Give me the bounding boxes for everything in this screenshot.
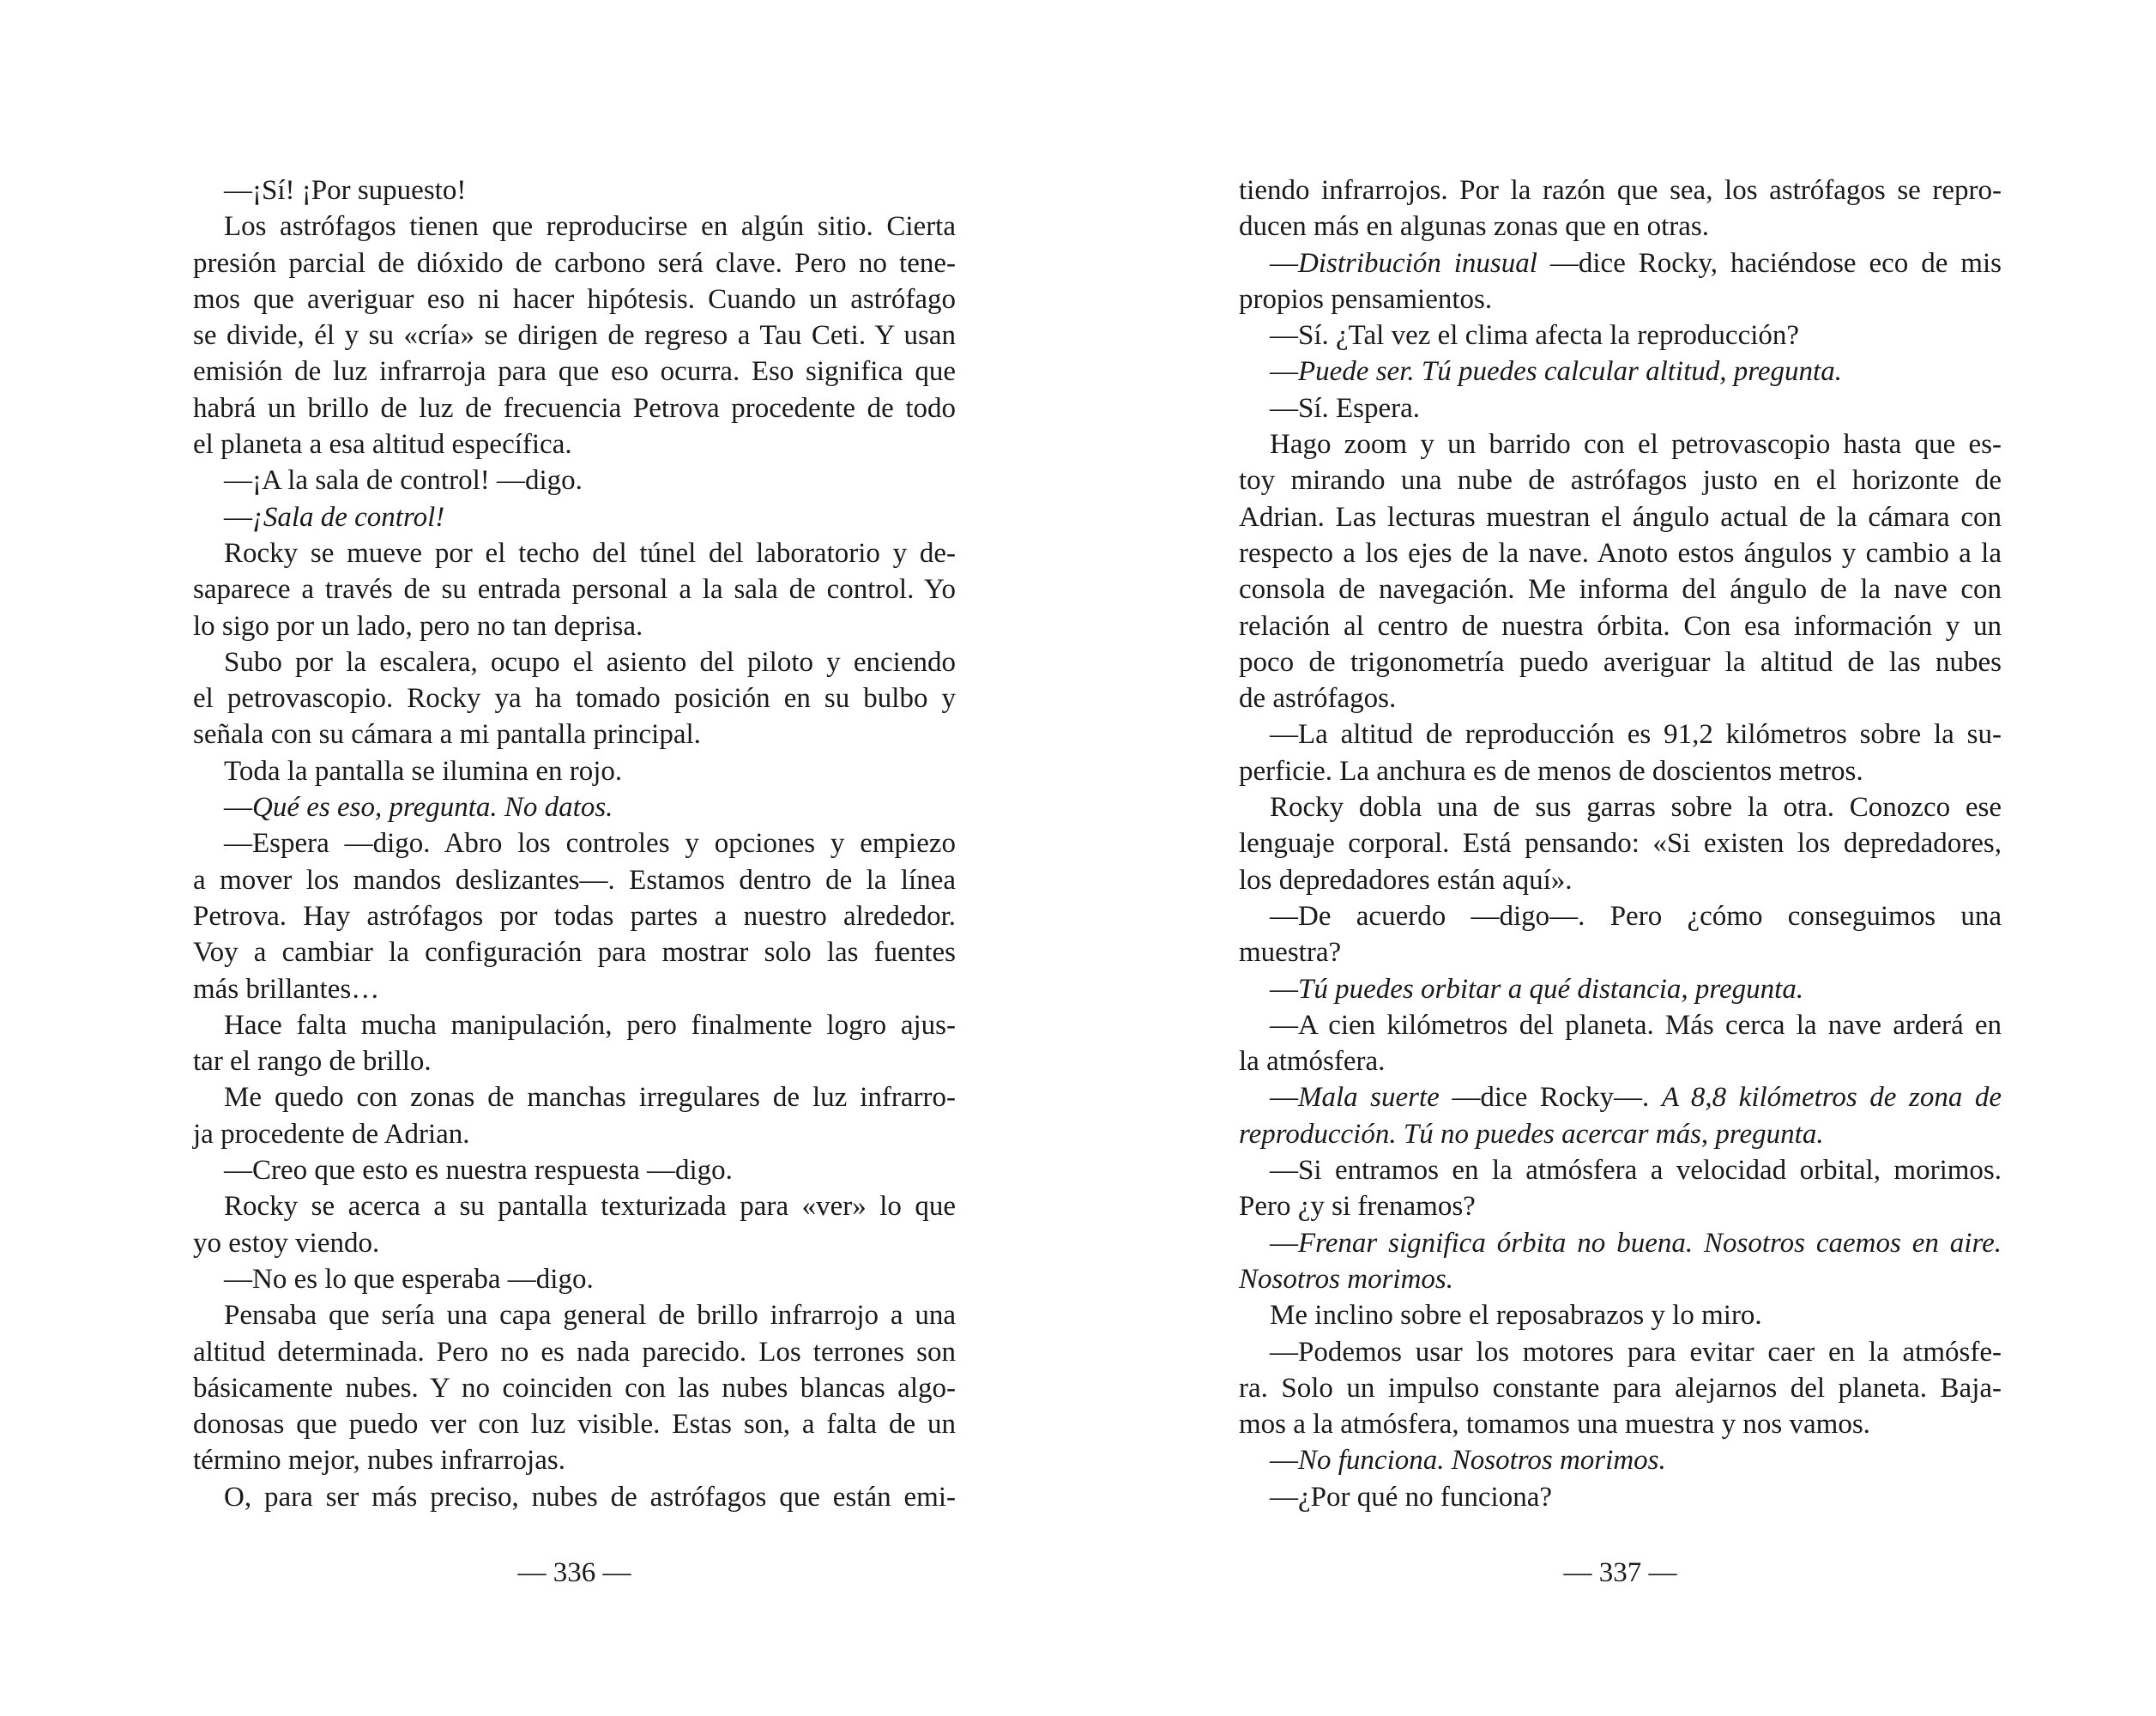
text-segment: Hago zoom y un barrido con el petrovascopio hasta que es-	[1270, 429, 2002, 461]
text-segment: poco de trigonometría puedo averiguar la altitud de las nubes	[1239, 646, 2002, 678]
text-segment: presión parcial de dióxido de carbono será clave. Pero no tene-	[193, 247, 956, 279]
text-segment: —A cien kilómetros del planeta. Más cerca la nave arderá en	[1270, 1009, 2002, 1041]
text-line	[1239, 245, 2002, 281]
text-line	[193, 608, 956, 644]
text-line	[193, 644, 956, 680]
text-line	[193, 825, 956, 861]
text-line	[193, 1152, 956, 1188]
text-segment: —	[224, 792, 252, 824]
text-segment: Pensaba que sería una capa general de brillo infrarrojo a una	[224, 1300, 956, 1332]
text-segment: Voy a cambiar la configuración para mostrar solo las fuentes	[193, 937, 956, 969]
text-line	[193, 1116, 956, 1152]
text-segment: emisión de luz infrarroja para que eso ocurra. Eso significa que	[193, 356, 956, 388]
text-line	[1239, 644, 2002, 680]
text-line	[1239, 1334, 2002, 1370]
text-line	[193, 353, 956, 390]
text-segment: —Sí. ¿Tal vez el clima afecta la reproducción?	[1270, 320, 1800, 352]
text-line	[1239, 862, 2002, 898]
text-segment: más brillantes…	[193, 973, 380, 1005]
text-segment: Rocky dobla una de sus garras sobre la otra. Conozco ese	[1270, 792, 2002, 824]
text-line	[1239, 208, 2002, 245]
text-line	[193, 1370, 956, 1406]
text-segment: —Si entramos en la atmósfera a velocidad orbital, morimos.	[1270, 1155, 2002, 1187]
text-segment: el petrovascopio. Rocky ya ha tomado posición en su bulbo y	[193, 683, 956, 715]
text-line	[193, 934, 956, 970]
text-segment: muestra?	[1239, 937, 1342, 969]
text-segment: básicamente nubes. Y no coinciden con las nubes blancas algo-	[193, 1372, 956, 1404]
text-line	[1239, 1297, 2002, 1333]
text-line	[1239, 1225, 2002, 1261]
text-segment: los depredadores están aquí».	[1239, 864, 1573, 896]
text-line	[193, 716, 956, 752]
text-segment: —	[1270, 1227, 1298, 1259]
text-segment: lo sigo por un lado, pero no tan deprisa.	[193, 610, 643, 642]
text-segment: donosas que puedo ver con luz visible. Estas son, a falta de un	[193, 1409, 956, 1441]
text-segment: —¿Por qué no funciona?	[1270, 1481, 1552, 1513]
text-line	[193, 862, 956, 898]
text-line	[193, 1479, 956, 1515]
text-segment: habrá un brillo de luz de frecuencia Petrova procedente de todo	[193, 392, 956, 424]
text-line	[1239, 390, 2002, 426]
text-segment: altitud determinada. Pero no es nada parecido. Los terrones son	[193, 1336, 956, 1368]
text-segment: toy mirando una nube de astrófagos justo en el horizonte de	[1239, 465, 2002, 497]
italic-text: A 8,8 kilómetros de zona de	[1661, 1082, 2002, 1114]
text-line	[1239, 898, 2002, 934]
text-line	[1239, 1406, 2002, 1442]
text-segment: —Podemos usar los motores para evitar caer en la atmósfe-	[1270, 1336, 2002, 1368]
text-segment: consola de navegación. Me informa del ángulo de la nave con	[1239, 574, 2002, 606]
text-segment: se divide, él y su «cría» se dirigen de regreso a Tau Ceti. Y usan	[193, 320, 956, 352]
text-line	[1239, 1043, 2002, 1079]
text-segment: Adrian. Las lecturas muestran el ángulo actual de la cámara con	[1239, 501, 2002, 533]
text-line	[1239, 1007, 2002, 1043]
italic-text: Nosotros morimos.	[1239, 1263, 1453, 1295]
text-line	[193, 281, 956, 317]
text-line	[1239, 934, 2002, 970]
text-line	[1239, 1188, 2002, 1224]
text-line	[193, 499, 956, 535]
text-segment: señala con su cámara a mi pantalla principal.	[193, 719, 701, 751]
italic-text: No funciona. Nosotros morimos.	[1298, 1445, 1666, 1477]
text-line	[193, 971, 956, 1007]
text-line	[193, 789, 956, 825]
text-line	[1239, 1079, 2002, 1115]
text-segment: —La altitud de reproducción es 91,2 kilómetros sobre la su-	[1270, 719, 2002, 751]
text-segment: —Sí. Espera.	[1270, 392, 1421, 424]
text-line	[1239, 1116, 2002, 1152]
italic-text: Tú puedes orbitar a qué distancia, pregunta.	[1298, 973, 1804, 1005]
text-line	[193, 1007, 956, 1043]
text-segment: —¡A la sala de control! —digo.	[224, 465, 583, 497]
text-segment: —	[1270, 1445, 1298, 1477]
text-segment: de astrófagos.	[1239, 683, 1397, 715]
text-line	[193, 1334, 956, 1370]
text-segment: tar el rango de brillo.	[193, 1046, 432, 1078]
text-line	[1239, 353, 2002, 390]
text-segment: —Espera —digo. Abro los controles y opciones y empiezo	[224, 828, 956, 860]
text-line	[1239, 716, 2002, 752]
text-line	[193, 1261, 956, 1297]
text-line	[193, 208, 956, 245]
text-segment: Petrova. Hay astrófagos por todas partes a nuestro alrededor.	[193, 900, 956, 932]
text-segment: —	[1270, 247, 1298, 279]
text-segment: tiendo infrarrojos. Por la razón que sea, los astrófagos se repro-	[1239, 175, 2002, 206]
left-page-text	[193, 172, 956, 1515]
text-segment: Rocky se mueve por el techo del túnel del laboratorio y de-	[224, 537, 956, 569]
text-segment: Pero ¿y si frenamos?	[1239, 1191, 1476, 1223]
text-segment: lenguaje corporal. Está pensando: «Si existen los depredadores,	[1239, 828, 2002, 860]
text-line	[1239, 317, 2002, 353]
text-line	[1239, 680, 2002, 716]
text-line	[1239, 1261, 2002, 1297]
text-line	[1239, 172, 2002, 208]
text-line	[1239, 1442, 2002, 1478]
text-segment: respecto a los ejes de la nave. Anoto estos ángulos y cambio a la	[1239, 537, 2002, 569]
text-segment: —	[1270, 973, 1298, 1005]
text-line	[1239, 499, 2002, 535]
text-segment: —Creo que esto es nuestra respuesta —digo.	[224, 1155, 733, 1187]
text-segment: perficie. La anchura es de menos de doscientos metros.	[1239, 755, 1863, 787]
text-segment: Los astrófagos tienen que reproducirse en algún sitio. Cierta	[224, 211, 956, 243]
text-line	[1239, 426, 2002, 462]
text-segment: ducen más en algunas zonas que en otras.	[1239, 211, 1709, 243]
italic-text: Mala suerte	[1298, 1082, 1440, 1114]
text-segment: término mejor, nubes infrarrojas.	[193, 1445, 565, 1477]
text-line	[193, 571, 956, 607]
text-line	[193, 1043, 956, 1079]
text-segment: —¡Sí! ¡Por supuesto!	[224, 175, 467, 206]
text-line	[193, 172, 956, 208]
text-line	[193, 1079, 956, 1115]
text-line	[1239, 1370, 2002, 1406]
text-segment: O, para ser más preciso, nubes de astrófagos que están emi-	[224, 1481, 956, 1513]
text-segment: propios pensamientos.	[1239, 283, 1493, 315]
text-line	[193, 462, 956, 498]
text-line	[1239, 971, 2002, 1007]
text-segment: Toda la pantalla se ilumina en rojo.	[224, 755, 623, 787]
text-segment: mos que averiguar eso ni hacer hipótesis. Cuando un astrófago	[193, 283, 956, 315]
text-line	[193, 753, 956, 789]
text-line	[193, 1406, 956, 1442]
right-page-number: — 337 —	[1563, 1557, 1677, 1588]
text-segment: Me quedo con zonas de manchas irregulares de luz infrarro-	[224, 1082, 956, 1114]
text-segment: Me inclino sobre el reposabrazos y lo miro.	[1270, 1300, 1762, 1332]
text-segment: yo estoy viendo.	[193, 1227, 380, 1259]
text-line	[193, 1225, 956, 1261]
text-line	[193, 898, 956, 934]
text-line	[193, 390, 956, 426]
text-line	[1239, 825, 2002, 861]
text-segment: —No es lo que esperaba —digo.	[224, 1263, 594, 1295]
text-segment: —	[1270, 356, 1298, 388]
text-segment: Rocky se acerca a su pantalla texturizada para «ver» lo que	[224, 1191, 956, 1223]
italic-text: ¡Sala de control!	[252, 501, 445, 533]
text-segment: —	[224, 501, 252, 533]
text-line	[1239, 462, 2002, 498]
text-segment: el planeta a esa altitud específica.	[193, 429, 572, 461]
text-segment: ja procedente de Adrian.	[193, 1118, 470, 1150]
italic-text: Puede ser. Tú puedes calcular altitud, pregunta.	[1298, 356, 1842, 388]
text-segment: Hace falta mucha manipulación, pero finalmente logro ajus-	[224, 1009, 956, 1041]
text-line	[193, 426, 956, 462]
text-line	[193, 1442, 956, 1478]
text-segment: relación al centro de nuestra órbita. Con esa información y un	[1239, 610, 2002, 642]
text-segment: —dice Rocky, haciéndose eco de mis	[1537, 247, 2002, 279]
text-line	[193, 680, 956, 716]
text-segment: —De acuerdo —digo—. Pero ¿cómo conseguimos una	[1270, 900, 2002, 932]
left-page-number: — 336 —	[517, 1557, 631, 1588]
right-page-text	[1239, 172, 2002, 1515]
text-line	[193, 1297, 956, 1333]
italic-text: reproducción. Tú no puedes acercar más, pregunta.	[1239, 1118, 1824, 1150]
text-segment: —	[1270, 1082, 1298, 1114]
text-segment: mos a la atmósfera, tomamos una muestra y nos vamos.	[1239, 1409, 1870, 1441]
text-line	[1239, 753, 2002, 789]
italic-text: Frenar significa órbita no buena. Nosotros caemos en aire.	[1298, 1227, 2002, 1259]
italic-text: Distribución inusual	[1298, 247, 1537, 279]
text-segment: ra. Solo un impulso constante para alejarnos del planeta. Baja-	[1239, 1372, 2002, 1404]
text-line	[193, 1188, 956, 1224]
text-segment: —dice Rocky—.	[1439, 1082, 1662, 1114]
text-line	[1239, 535, 2002, 571]
text-line	[1239, 1479, 2002, 1515]
text-segment: Subo por la escalera, ocupo el asiento del piloto y enciendo	[224, 646, 956, 678]
text-line	[193, 317, 956, 353]
text-line	[1239, 281, 2002, 317]
text-line	[1239, 608, 2002, 644]
text-segment: a mover los mandos deslizantes—. Estamos dentro de la línea	[193, 864, 956, 896]
text-segment: saparece a través de su entrada personal a la sala de control. Yo	[193, 574, 956, 606]
text-line	[193, 245, 956, 281]
text-segment: la atmósfera.	[1239, 1046, 1386, 1078]
text-line	[1239, 1152, 2002, 1188]
italic-text: Qué es eso, pregunta. No datos.	[252, 792, 613, 824]
text-line	[1239, 789, 2002, 825]
text-line	[193, 535, 956, 571]
text-line	[1239, 571, 2002, 607]
